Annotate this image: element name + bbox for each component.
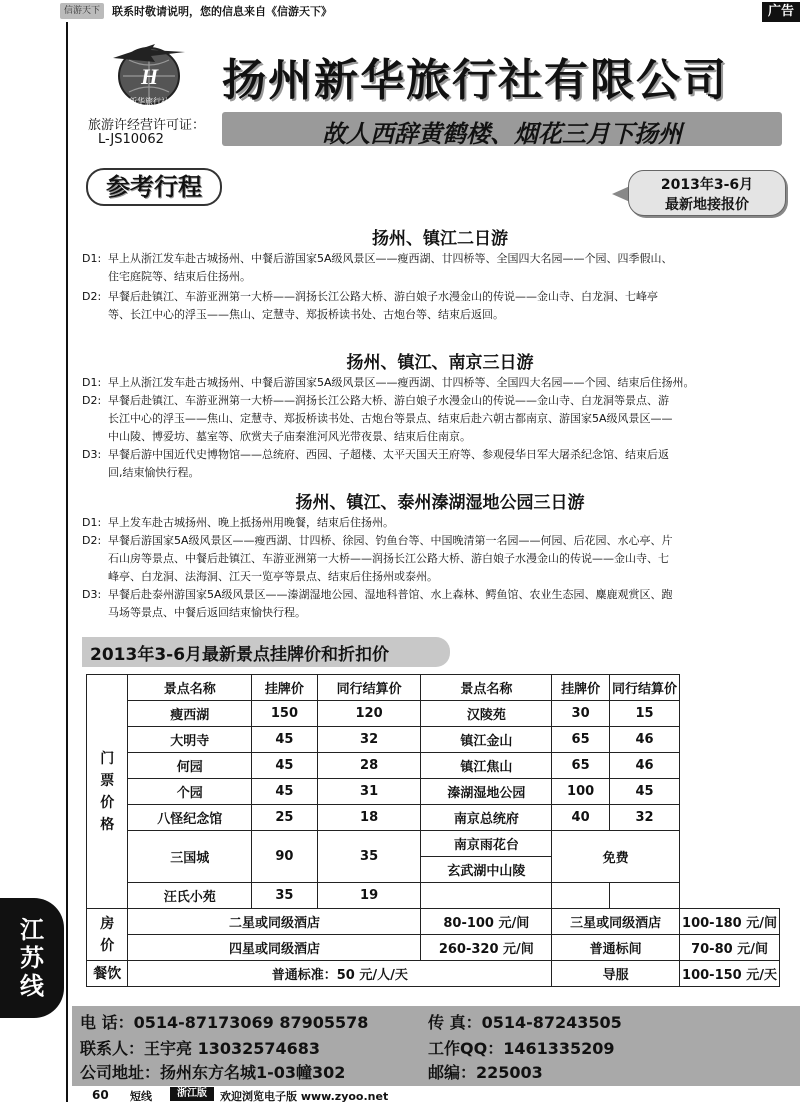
table-row [87,701,780,727]
table-cell: 100-150 元/天 [680,961,780,987]
itinerary-day: D3: 早餐后游中国近代史博物馆——总统府、西园、子超楼、太平天国天王府等、参观侵华日军大屠杀纪念馆、结束后返 [82,448,669,461]
publisher-logo: 信游天下 [60,3,104,19]
itinerary-day: D2: 早餐后游国家5A级风景区——瘦西湖、廿四桥、徐园、钓鱼台等、中国晚清第一名园——何园、后花园、水心亭、片 [82,534,673,547]
table-cell: 25 [252,805,318,831]
table-cell: 三星或同级酒店 [552,909,680,935]
table-row [87,805,780,831]
table-cell: 何园 [128,753,252,779]
ticket-side-label: 门 票 价 格 [87,675,128,909]
table-cell: 46 [610,727,680,753]
table-cell: 28 [317,753,421,779]
itinerary-line: 峰亭、白龙洞、法海洞、江天一览亭等景点、结束后住扬州或泰州。 [108,570,438,583]
footer-website[interactable]: 欢迎浏览电子版 www.zyoo.net [220,1090,389,1102]
tour-title: 扬州、镇江、南京三日游 [346,353,534,373]
company-name: 扬州新华旅行社有限公司 [222,55,728,106]
table-cell: 32 [317,727,421,753]
header-cell: 景点名称 [421,675,552,701]
meal-row [87,961,780,987]
header-cell: 挂牌价 [252,675,318,701]
table-cell: 65 [552,753,610,779]
table-cell: 瘦西湖 [128,701,252,727]
table-cell: 免费 [552,831,680,883]
table-cell: 四星或同级酒店 [128,935,421,961]
room-side-label: 房 价 [87,909,128,961]
edition-badge: 浙江版 [170,1087,214,1101]
header-cell: 同行结算价 [317,675,421,701]
table-cell: 45 [252,753,318,779]
table-cell: 19 [317,883,421,909]
work-qq: 工作QQ：1461335209 [428,1039,615,1058]
header-cell: 同行结算价 [610,675,680,701]
table-row [87,831,780,857]
table-cell: 45 [252,779,318,805]
table-cell: 南京雨花台 [421,831,552,857]
table-cell: 18 [317,805,421,831]
table-cell: 汪氏小苑 [128,883,252,909]
table-cell: 45 [252,727,318,753]
table-header-row [87,675,780,701]
table-cell: 70-80 元/间 [680,935,780,961]
table-cell: 32 [610,805,680,831]
price-note-label: 最新地接报价 [665,197,749,213]
table-cell: 31 [317,779,421,805]
contact-person: 联系人：王宇亮 13032574683 [80,1039,321,1058]
price-section-title: 2013年3-6月最新景点挂牌价和折扣价 [90,645,390,665]
table-row [87,883,780,909]
itinerary-heading: 参考行程 [86,168,222,206]
table-cell: 镇江焦山 [421,753,552,779]
table-cell: 100 [552,779,610,805]
slogan: 故人西辞黄鹤楼、烟花三月下扬州 [322,119,682,148]
table-cell: 导服 [552,961,680,987]
table-cell: 150 [252,701,318,727]
itinerary-day: D2: 早餐后赴镇江、车游亚洲第一大桥——润扬长江公路大桥、游白娘子水漫金山的传说——金山寺、白龙洞等景点、游 [82,394,669,407]
itinerary-day: D1: 早上发车赴古城扬州、晚上抵扬州用晚餐，结束后住扬州。 [82,516,394,529]
tour-title: 扬州、镇江二日游 [372,229,508,249]
table-cell: 镇江金山 [421,727,552,753]
table-cell: 100-180 元/间 [680,909,780,935]
meal-side-label: 餐饮 [87,961,128,987]
table-row [87,753,780,779]
itinerary-day: D3: 早餐后赴泰州游国家5A级风景区——溱湖湿地公园、湿地科普馆、水上森林、鳄鱼馆、农业生态园、麋鹿观赏区、跑 [82,588,673,601]
itinerary-line: 长江中心的浮玉——焦山、定慧寺、郑扳桥读书处、古炮台等景点、结束后赴六朝古都南京、游国家5A级风景区—— [108,412,673,425]
itinerary-line: 石山房等景点、中餐后赴镇江、车游亚洲第一大桥——润扬长江公路大桥、游白娘子水漫金山的传说——金山寺、七 [108,552,669,565]
source-note: 联系时敬请说明，您的信息来自《信游天下》 [112,5,332,18]
top-bar [0,0,800,22]
table-cell: 120 [317,701,421,727]
header-cell: 景点名称 [128,675,252,701]
fax: 传 真：0514-87243505 [428,1013,622,1032]
table-cell: 个园 [128,779,252,805]
table-cell: 15 [610,701,680,727]
header-cell: 挂牌价 [552,675,610,701]
table-cell: 八怪纪念馆 [128,805,252,831]
itinerary-line: 马场等景点、中餐后返回结束愉快行程。 [108,606,306,619]
table-cell: 汉陵苑 [421,701,552,727]
table-cell: 30 [552,701,610,727]
table-cell [421,883,552,909]
table-cell [610,883,680,909]
itinerary-line: 中山陵、博爱坊、墓室等、欣赏夫子庙秦淮河风光带夜景、结束后住南京。 [108,430,471,443]
svg-text:H: H [141,64,159,89]
room-row [87,909,780,935]
itinerary-line: 回,结束愉快行程。 [108,466,200,479]
tour-title: 扬州、镇江、泰州溱湖湿地公园三日游 [295,493,585,513]
license-number: L-JS10062 [98,132,164,147]
table-cell: 大明寺 [128,727,252,753]
logo-text: 新华旅行社 [129,97,169,106]
table-cell: 35 [317,831,421,883]
page-number: 60 [92,1088,109,1102]
table-cell: 80-100 元/间 [421,909,552,935]
price-note-period: 2013年3-6月 [660,177,754,193]
table-cell: 260-320 元/间 [421,935,552,961]
table-cell: 90 [252,831,318,883]
table-cell [552,883,610,909]
itinerary-line: 等、长江中心的浮玉——焦山、定慧寺、郑扳桥读书处、古炮台等、结束后返回。 [108,308,504,321]
table-cell: 南京总统府 [421,805,552,831]
table-cell: 二星或同级酒店 [128,909,421,935]
table-cell: 40 [552,805,610,831]
table-cell: 玄武湖中山陵 [421,857,552,883]
itinerary-day: D1: 早上从浙江发车赴古城扬州、中餐后游国家5A级风景区——瘦西湖、廿四桥等、全国四大名园——个园、结束后住扬州。 [82,376,695,389]
table-cell: 溱湖湿地公园 [421,779,552,805]
room-row [87,935,780,961]
table-cell: 三国城 [128,831,252,883]
itinerary-line: 住宅庭院等、结束后住扬州。 [108,270,251,283]
region-tab: 江 苏 线 [0,898,64,1018]
footer-section: 短线 [130,1090,152,1102]
price-table [86,674,780,987]
table-row [87,779,780,805]
itinerary-day: D1: 早上从浙江发车赴古城扬州、中餐后游国家5A级风景区——瘦西湖、廿四桥等、全国四大名园——个园、四季假山、 [82,252,673,265]
license-label: 旅游许经营许可证： [88,118,206,133]
table-row [87,727,780,753]
zip-code: 邮编：225003 [428,1063,543,1082]
table-cell: 普通标准：50 元/人/天 [128,961,552,987]
table-cell: 35 [252,883,318,909]
phone: 电 话：0514-87173069 87905578 [80,1013,369,1032]
table-cell: 普通标间 [552,935,680,961]
table-cell: 65 [552,727,610,753]
address: 公司地址：扬州东方名城1-03幢302 [80,1063,346,1082]
ad-tag: 广告 [762,2,800,22]
company-logo [105,38,193,110]
table-cell: 45 [610,779,680,805]
itinerary-day: D2: 早餐后赴镇江、车游亚洲第一大桥——润扬长江公路大桥、游白娘子水漫金山的传说——金山寺、白龙洞、七峰亭 [82,290,658,303]
table-cell: 46 [610,753,680,779]
